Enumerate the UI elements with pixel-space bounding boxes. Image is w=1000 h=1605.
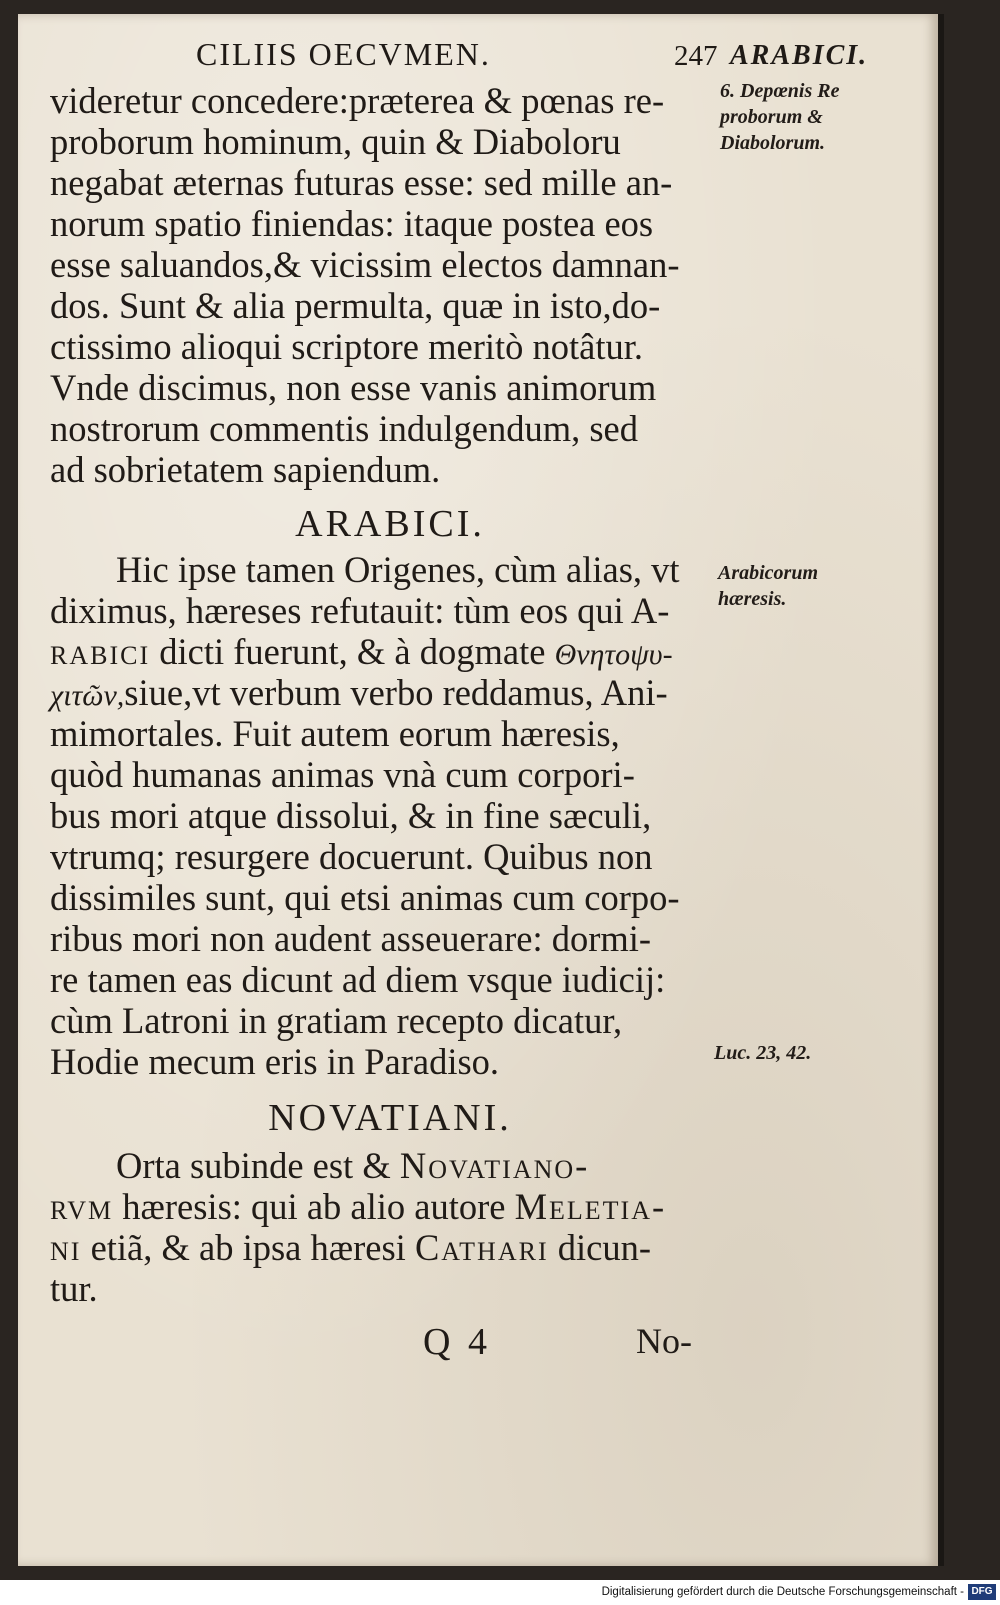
text-line: bus mori atque dissolui, & in fine sæculi, <box>50 795 652 836</box>
text-run: etiã, & ab ipsa hæresi <box>81 1227 415 1268</box>
margin-note-line: hæresis. <box>718 588 787 610</box>
text-line: ad sobrietatem sapiendum. <box>50 449 441 490</box>
margin-note-arabicorum <box>718 560 818 612</box>
text-line: diximus, hæreses refutauit: tùm eos qui A- <box>50 590 670 631</box>
text-line: videretur concedere:præterea & pœnas re- <box>50 80 665 121</box>
text-line: Hic ipse tamen Origenes, cùm alias, vt <box>116 549 680 590</box>
text-line: dos. Sunt & alia permulta, quæ in isto,do- <box>50 285 661 326</box>
text-line: quòd humanas animas vnà cum corpori- <box>50 754 635 795</box>
text-line: dissimiles sunt, qui etsi animas cum corpo- <box>50 877 680 918</box>
funding-credit: Digitalisierung gefördert durch die Deutsche Forschungsgemeinschaft - <box>601 1586 964 1598</box>
margin-note-line: 6. Depœnis Re <box>720 80 840 102</box>
text-line: esse saluandos,& vicissim electos damnan- <box>50 244 680 285</box>
text-line: negabat æternas futuras esse: sed mille an- <box>50 162 673 203</box>
small-caps-word: ni <box>50 1227 82 1268</box>
text-line: re tamen eas dicunt ad diem vsque iudicij: <box>50 959 666 1000</box>
text-line <box>50 1186 730 1227</box>
section-heading-novatiani: NOVATIANI. <box>268 1097 512 1139</box>
signature-mark: Q 4 <box>423 1321 491 1363</box>
greek-word: χιτῶν, <box>50 679 125 712</box>
book-page <box>18 14 938 1566</box>
small-caps-word: Meletia- <box>514 1186 667 1227</box>
text-line <box>50 672 730 713</box>
text-line: Hodie mecum eris in Paradiso. <box>50 1041 500 1082</box>
text-line: ribus mori non audent asseuerare: dormi- <box>50 918 652 959</box>
text-line: tur. <box>50 1268 98 1309</box>
text-run: Orta subinde est & <box>116 1145 400 1186</box>
book-gutter <box>938 14 944 1566</box>
text-line: norum spatio finiendas: itaque postea eos <box>50 203 654 244</box>
text-line: mimortales. Fuit autem eorum hæresis, <box>50 713 620 754</box>
margin-note-line: Arabicorum <box>718 562 819 584</box>
section-heading-arabici: ARABICI. <box>295 503 485 545</box>
small-caps-word: Cathari <box>414 1227 549 1268</box>
text-run: hæresis: qui ab alio autore <box>113 1186 515 1227</box>
page-header <box>18 28 938 78</box>
catchword: No- <box>636 1321 692 1361</box>
text-run: siue,vt verbum verbo reddamus, Ani- <box>124 672 668 713</box>
text-line <box>50 631 730 672</box>
greek-word: Θνητοψυ- <box>554 638 673 671</box>
text-line: proborum hominum, quin & Diaboloru <box>50 121 621 162</box>
header-catchword: ARABICI. <box>730 40 869 71</box>
margin-note-line: Diabolorum. <box>720 132 826 154</box>
margin-note-line: proborum & <box>720 106 823 128</box>
text-run: dicti fuerunt, & à dogmate <box>150 631 555 672</box>
small-caps-word: rabici <box>50 631 151 672</box>
text-line: cùm Latroni in gratiam recepto dicatur, <box>50 1000 623 1041</box>
text-line <box>50 1227 730 1268</box>
text-line: nostrorum commentis indulgendum, sed <box>50 408 638 449</box>
running-head: CILIIS OECVMEN. <box>196 36 491 72</box>
main-text <box>50 80 730 1309</box>
text-run: dicun- <box>548 1227 651 1268</box>
small-caps-word: rvm <box>50 1186 114 1227</box>
page-number: 247 <box>674 40 718 72</box>
digitization-footer <box>0 1580 1000 1605</box>
margin-note-line: Luc. 23, 42. <box>714 1042 812 1064</box>
text-line: Vnde discimus, non esse vanis animorum <box>50 367 657 408</box>
text-line <box>50 1145 730 1186</box>
text-line: ctissimo alioqui scriptore meritò notâtur. <box>50 326 644 367</box>
small-caps-word: Novatiano- <box>399 1145 590 1186</box>
margin-note-poenis <box>720 78 839 156</box>
dfg-logo: DFG <box>968 1584 996 1600</box>
text-line: vtrumq; resurgere docuerunt. Quibus non <box>50 836 653 877</box>
